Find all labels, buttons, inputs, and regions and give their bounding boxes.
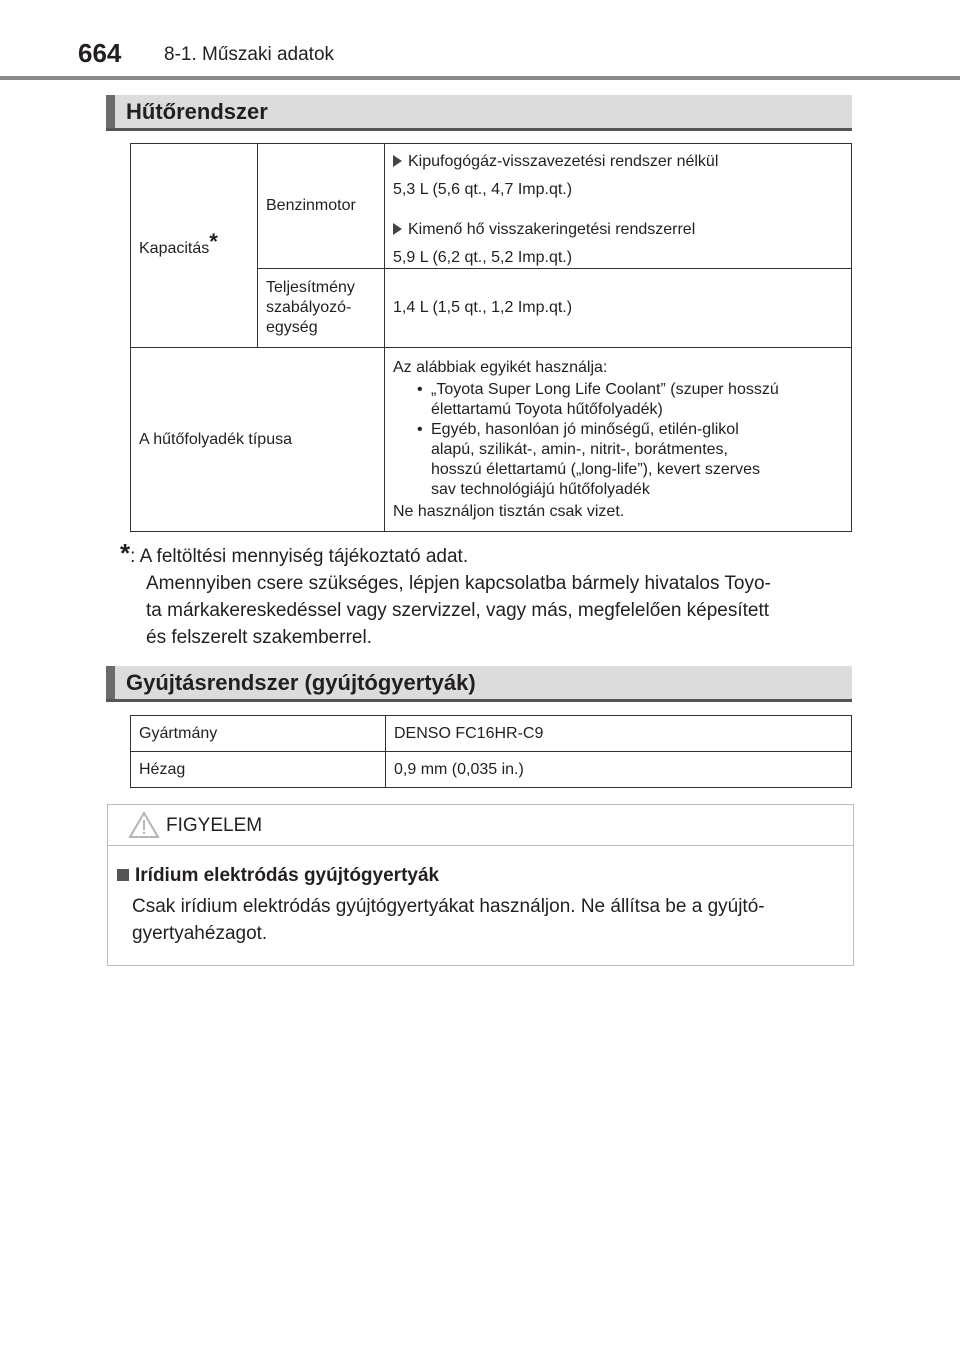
page-number: 664 <box>78 38 122 68</box>
coolant-options-list <box>393 380 843 500</box>
capacity-entry-value: 5,3 L (5,6 qt., 4,7 Imp.qt.) <box>393 181 573 198</box>
footnote-first-line: *: A feltöltési mennyiség tájékoztató adat. <box>120 538 469 568</box>
caution-text-line: gyertyahézagot. <box>132 923 268 944</box>
ignition-label-cell: Hézag <box>131 752 386 788</box>
capacity-label: Kapacitás <box>139 240 210 257</box>
ignition-value-cell: 0,9 mm (0,035 in.) <box>386 752 852 788</box>
ignition-label-cell: Gyártmány <box>131 716 386 752</box>
caution-box <box>107 804 854 966</box>
capacity-footnote-mark: * <box>209 229 218 254</box>
caution-item-title: Irídium elektródás gyújtógyertyák <box>117 865 439 887</box>
caution-text <box>132 893 842 947</box>
table-row <box>131 752 852 788</box>
caution-text-line: Csak irídium elektródás gyújtógyertyákat használjon. Ne állítsa be a gyújtó- <box>132 896 765 917</box>
pcu-label-line: egység <box>266 319 318 336</box>
caution-header <box>108 805 853 846</box>
coolant-option: • Egyéb, hasonlóan jó minőségű, etilén-glikol alapú, szilikát-, amin-, nitrit-, borátmentes, hosszú élettartamú („long-life”), kevert szerves sav technológiájú hűtőfolyadék <box>431 420 843 500</box>
square-bullet-icon <box>117 869 129 881</box>
ignition-table <box>130 715 852 788</box>
pcu-label-cell <box>258 269 385 348</box>
header-rule <box>0 76 960 80</box>
footnote-body-line: és felszerelt szakemberrel. <box>146 627 372 648</box>
capacity-entry-value: 5,9 L (6,2 qt., 5,2 Imp.qt.) <box>393 249 573 266</box>
cooling-table <box>130 143 852 532</box>
arrow-right-icon <box>393 155 402 167</box>
pcu-label-line: Teljesítmény <box>266 279 355 296</box>
section-heading-ignition <box>106 666 852 702</box>
footnote-mark: * <box>120 538 131 568</box>
coolant-note: Ne használjon tisztán csak vizet. <box>393 502 625 520</box>
pcu-capacity-value: 1,4 L (1,5 qt., 1,2 Imp.qt.) <box>393 299 573 316</box>
coolant-type-cell <box>385 348 852 532</box>
section-heading-text: Hűtőrendszer <box>126 99 268 124</box>
footnote-body-line: Amennyiben csere szükséges, lépjen kapcsolatba bármely hivatalos Toyo- <box>146 573 771 594</box>
caution-title: FIGYELEM <box>166 815 263 836</box>
chapter-title: 8-1. Műszaki adatok <box>164 44 335 65</box>
engine-label-cell <box>258 144 385 269</box>
engine-label: Benzinmotor <box>266 197 356 214</box>
section-heading-text: Gyújtásrendszer (gyújtógyertyák) <box>126 670 476 695</box>
section-heading-cooling <box>106 95 852 131</box>
section-heading-bar <box>106 666 115 699</box>
coolant-intro: Az alábbiak egyikét használja: <box>393 358 608 376</box>
coolant-type-label-cell <box>131 348 385 532</box>
warning-triangle-icon <box>128 811 160 839</box>
pcu-capacity-cell <box>385 269 852 348</box>
capacity-entry-label: Kimenő hő visszakeringetési rendszerrel <box>393 220 843 240</box>
pcu-label-line: szabályozó- <box>266 299 352 316</box>
page-header <box>0 0 960 80</box>
coolant-type-label: A hűtőfolyadék típusa <box>139 430 292 448</box>
section-heading-bar <box>106 95 115 128</box>
coolant-option: • „Toyota Super Long Life Coolant” (szuper hosszú élettartamú Toyota hűtőfolyadék) <box>431 380 843 420</box>
footnote-body-line: ta márkakereskedéssel vagy szervizzel, vagy más, megfelelően képesített <box>146 600 770 621</box>
engine-capacity-cell <box>385 144 852 269</box>
table-row <box>131 716 852 752</box>
capacity-label-cell <box>131 144 258 348</box>
arrow-right-icon <box>393 223 402 235</box>
ignition-value-cell: DENSO FC16HR-C9 <box>386 716 852 752</box>
capacity-footnote <box>120 540 852 651</box>
capacity-entry-label: Kipufogógáz-visszavezetési rendszer nélkül <box>393 152 843 172</box>
